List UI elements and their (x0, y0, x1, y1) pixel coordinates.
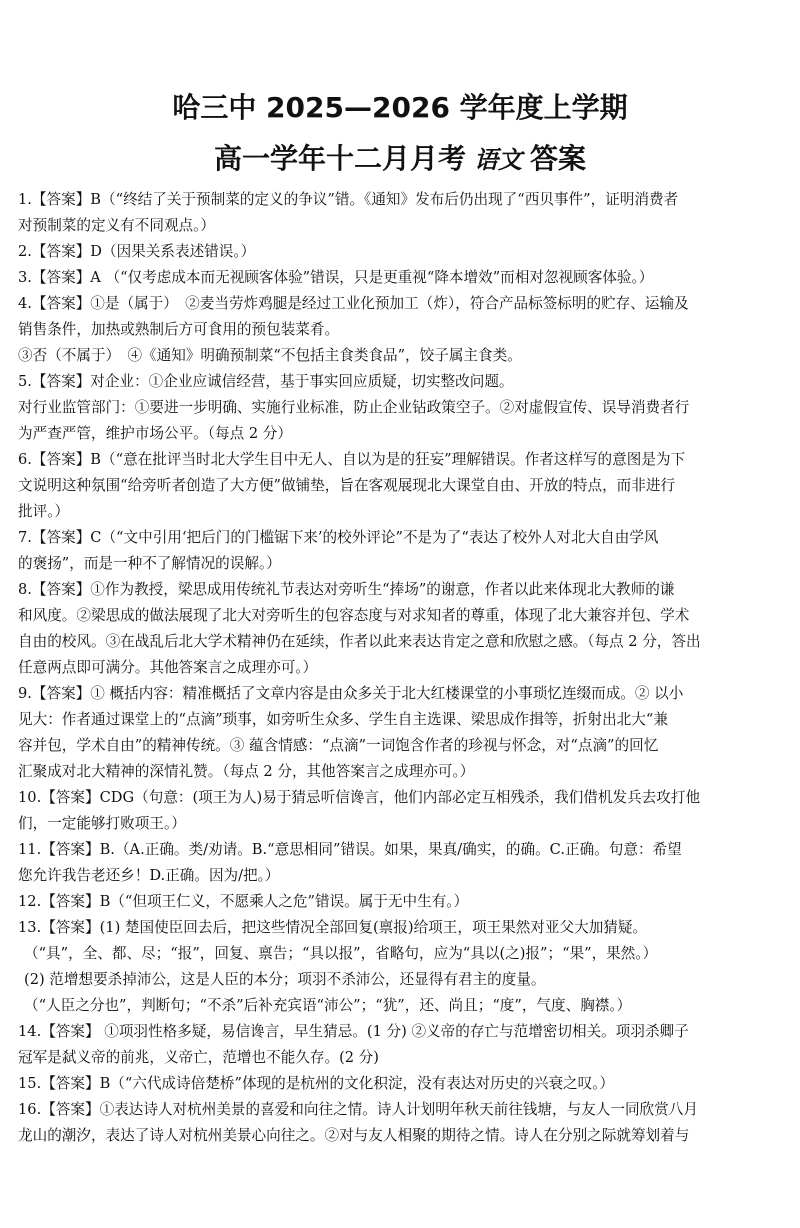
text-line: 6.【答案】B（“意在批评当时北大学生目中无人、自以为是的狂妄”理解错误。作者这样写的意图是为下 (18, 451, 686, 468)
text-line: 9.【答案】① 概括内容：精准概括了文章内容是由众多关于北大红楼课堂的小事琐忆连缀而成。② 以小 (18, 685, 684, 702)
text-line: 和风度。②梁思成的做法展现了北大对旁听生的包容态度与对求知者的尊重，体现了北大兼容并包、学术 (18, 607, 690, 624)
document-subtitle (18, 138, 782, 181)
text-line: 7.【答案】C（“文中引用‘把后门的门槛锯下来’的校外评论”不是为了“表达了校外人对北大自由学风 (18, 529, 659, 546)
text-line: 11.【答案】B.（A.正确。类/劝请。B.“意思相同”错误。如果，果真/确实，的确。C.正确。句意：希望 (18, 841, 682, 858)
subtitle-prefix: 高一学年十二月月考 (213, 142, 466, 175)
text-line: 4.【答案】①是（属于） ②麦当劳炸鸡腿是经过工业化预加工（炸），符合产品标签标明的贮存、运输及 (18, 295, 689, 312)
text-line: 8.【答案】①作为教授，梁思成用传统礼节表达对旁听生“捧场”的谢意，作者以此来体现北大教师的谦 (18, 581, 675, 598)
text-line: （“人臣之分也”，判断句；“不杀”后补充宾语“沛公”；“犹”，还、尚且；“度”，气度、胸襟。） (24, 997, 632, 1014)
text-line: 对行业监管部门：①要进一步明确、实施行业标准，防止企业钻政策空子。②对虚假宣传、误导消费者行 (18, 399, 690, 416)
text-line: 3.【答案】A （“仅考虑成本而无视顾客体验”错误，只是更重视“降本增效”而相对忽视顾客体验。） (18, 269, 654, 286)
text-line: 14.【答案】 ①项羽性格多疑，易信谗言，早生猜忌。(1 分) ②义帝的存亡与范增密切相关。项羽杀卿子 (18, 1023, 689, 1040)
text-line: 15.【答案】B（“六代成诗倍楚桥”体现的是杭州的文化积淀，没有表达对历史的兴衰之叹。） (18, 1075, 615, 1092)
text-line: 您允许我告老还乡！D.正确。因为/把。） (18, 867, 280, 884)
text-line: 13.【答案】(1) 楚国使臣回去后，把这些情况全部回复(禀报)给项王，项王果然对亚父大加猜疑。 (18, 919, 648, 936)
document-title: 哈三中 2025—2026 学年度上学期 (172, 91, 628, 124)
text-line: 的褒扬”，而是一种不了解情况的误解。） (18, 555, 281, 572)
text-line: 对预制菜的定义有不同观点。） (18, 217, 216, 234)
text-line: 批评。） (18, 503, 70, 520)
text-line: 容并包，学术自由”的精神传统。③ 蕴含情感：“点滴”一词饱含作者的珍视与怀念，对“点滴”的回忆 (18, 737, 659, 754)
text-line: 16.【答案】①表达诗人对杭州美景的喜爱和向往之情。诗人计划明年秋天前往钱塘，与友人一同欣赏八月 (18, 1101, 698, 1118)
text-line: 文说明这种氛围“给旁听者创造了大方便”做铺垫，旨在客观展现北大课堂自由、开放的特点，而非进行 (18, 477, 676, 494)
text-line: （“具”，全、都、尽；“报”，回复、禀告；“具以报”，省略句，应为“具以(之)报”；“果”，果然。） (24, 945, 658, 962)
text-line: 销售条件，加热或熟制后方可食用的预包装菜肴。 (18, 321, 340, 338)
text-line: (2) 范增想要杀掉沛公，这是人臣的本分；项羽不杀沛公，还显得有君主的度量。 (24, 971, 546, 988)
text-line: 自由的校风。③在战乱后北大学术精神仍在延续，作者以此来表达肯定之意和欣慰之感。（每点 2 分，答出 (18, 633, 701, 650)
text-line: 5.【答案】对企业：①企业应诚信经营，基于事实回应质疑，切实整改问题。 (18, 373, 514, 390)
text-line: 任意两点即可满分。其他答案言之成理亦可。） (18, 659, 318, 676)
text-line: 冠军是弑义帝的前兆，义帝亡，范增也不能久存。(2 分) (18, 1049, 379, 1066)
text-line: 2.【答案】D（因果关系表述错误。） (18, 243, 256, 260)
text-line: 汇聚成对北大精神的深情礼赞。（每点 2 分，其他答案言之成理亦可。） (18, 763, 475, 780)
text-line: 龙山的潮汐，表达了诗人对杭州美景心向往之。②对与友人相聚的期待之情。诗人在分别之际就筹划着与 (18, 1127, 690, 1144)
answer-content (18, 187, 782, 1149)
subtitle-subject: 语文 (474, 145, 522, 174)
text-line: 为严查严管，维护市场公平。（每点 2 分） (18, 425, 292, 442)
text-line: 1.【答案】B（“终结了关于预制菜的定义的争议”错。《通知》发布后仍出现了“西贝事件”，证明消费者 (18, 191, 679, 208)
text-line: 10.【答案】CDG（句意：(项王为人)易于猜忌听信谗言，他们内部必定互相残杀，我们借机发兵去攻打他 (18, 789, 701, 806)
text-line: ③否（不属于） ④《通知》明确预制菜“不包括主食类食品”，饺子属主食类。 (18, 347, 522, 364)
text-line: 们，一定能够打败项王。） (18, 815, 186, 832)
text-line: 见大：作者通过课堂上的“点滴”琐事，如旁听生众多、学生自主选课、梁思成作揖等，折射出北大“兼 (18, 711, 668, 728)
subtitle-suffix: 答案 (530, 142, 587, 175)
text-line: 12.【答案】B（“但项王仁义，不愿乘人之危”错误。属于无中生有。） (18, 893, 469, 910)
